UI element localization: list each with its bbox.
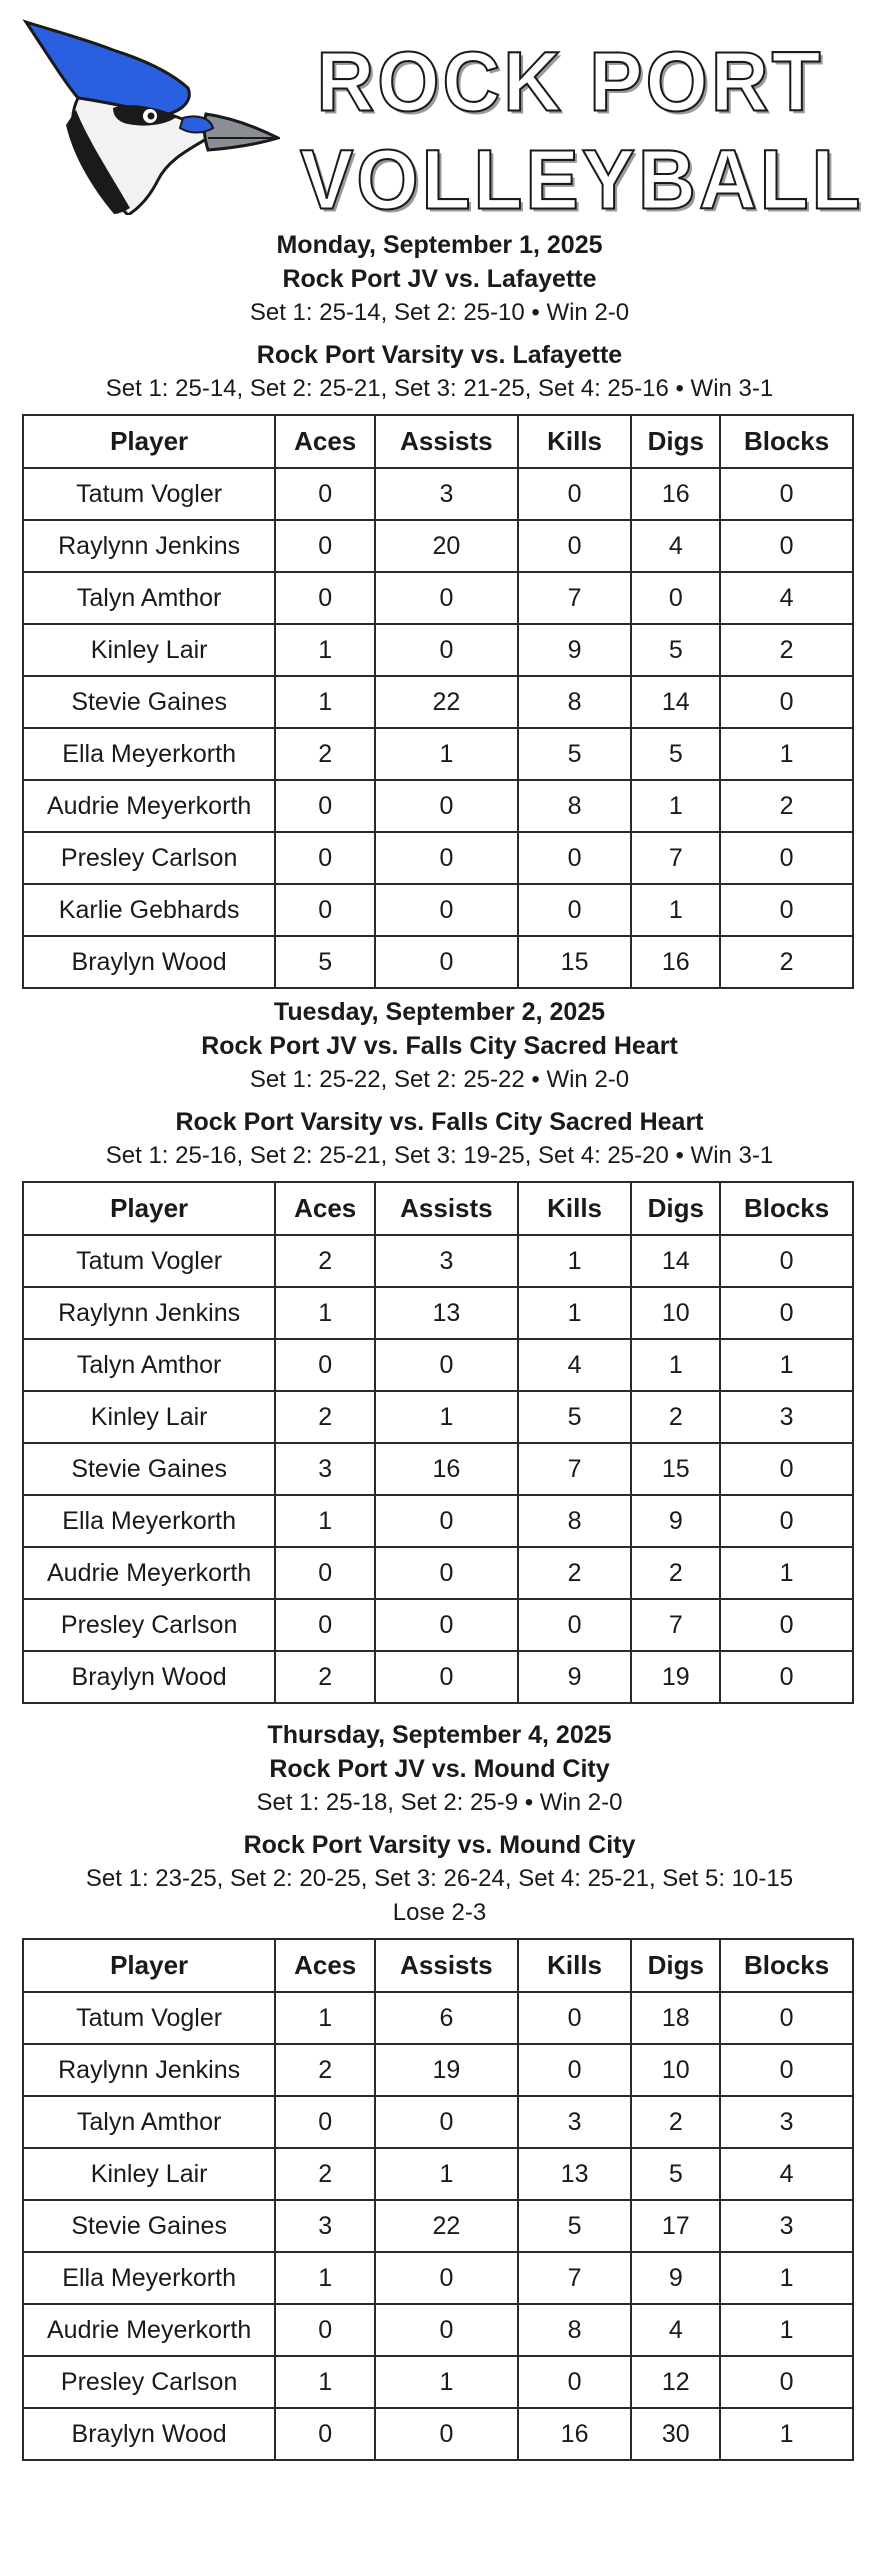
player-name-cell: Tatum Vogler [23,468,275,520]
stat-cell-blocks: 0 [720,676,853,728]
jv-matchup: Rock Port JV vs. Lafayette [282,265,597,293]
game-section [0,1718,879,2461]
table-row [23,1547,853,1599]
stat-cell-assists: 13 [375,1287,518,1339]
table-row [23,728,853,780]
player-name-cell: Kinley Lair [23,2148,275,2200]
stat-cell-aces: 2 [275,728,375,780]
stat-cell-assists: 0 [375,2408,518,2460]
stat-cell-digs: 5 [631,728,720,780]
stats-table [22,414,854,989]
player-name-cell: Talyn Amthor [23,572,275,624]
stat-cell-aces: 0 [275,468,375,520]
player-name-cell: Talyn Amthor [23,1339,275,1391]
table-header-row [23,1182,853,1235]
column-header-digs: Digs [631,415,720,468]
stat-cell-assists: 1 [375,1391,518,1443]
table-row [23,1992,853,2044]
stat-cell-blocks: 1 [720,2408,853,2460]
player-name-cell: Raylynn Jenkins [23,1287,275,1339]
stat-cell-kills: 1 [518,1235,632,1287]
stat-cell-kills: 0 [518,884,632,936]
stat-cell-aces: 1 [275,624,375,676]
player-name-cell: Stevie Gaines [23,676,275,728]
stat-cell-digs: 9 [631,2252,720,2304]
column-header-kills: Kills [518,415,632,468]
stat-cell-aces: 2 [275,1651,375,1703]
table-row [23,2096,853,2148]
stat-cell-digs: 9 [631,1495,720,1547]
stat-cell-blocks: 2 [720,624,853,676]
player-name-cell: Kinley Lair [23,624,275,676]
stat-cell-assists: 16 [375,1443,518,1495]
stat-cell-assists: 3 [375,1235,518,1287]
table-row [23,2304,853,2356]
player-name-cell: Stevie Gaines [23,1443,275,1495]
bluejay-head-icon [18,10,280,215]
player-name-cell: Ella Meyerkorth [23,728,275,780]
stat-cell-blocks: 0 [720,832,853,884]
stat-cell-digs: 10 [631,2044,720,2096]
stat-cell-aces: 2 [275,1391,375,1443]
stat-cell-blocks: 3 [720,2200,853,2252]
column-header-blocks: Blocks [720,415,853,468]
stat-cell-aces: 0 [275,520,375,572]
stat-cell-digs: 12 [631,2356,720,2408]
stat-cell-blocks: 0 [720,1443,853,1495]
stat-cell-assists: 22 [375,676,518,728]
player-name-cell: Raylynn Jenkins [23,520,275,572]
stats-table [22,1181,854,1704]
table-header-row [23,415,853,468]
table-row [23,2044,853,2096]
stat-cell-aces: 1 [275,2252,375,2304]
game-date: Thursday, September 4, 2025 [267,1721,612,1749]
table-row [23,676,853,728]
stat-cell-kills: 7 [518,572,632,624]
column-header-player: Player [23,415,275,468]
stat-cell-blocks: 3 [720,2096,853,2148]
stat-cell-assists: 19 [375,2044,518,2096]
table-row [23,780,853,832]
column-header-assists: Assists [375,415,518,468]
stat-cell-aces: 0 [275,1599,375,1651]
stat-cell-digs: 15 [631,1443,720,1495]
table-row [23,1495,853,1547]
stat-cell-kills: 5 [518,2200,632,2252]
column-header-kills: Kills [518,1182,632,1235]
varsity-set-scores: Set 1: 25-14, Set 2: 25-21, Set 3: 21-25, Set 4: 25-16 • Win 3-1 [105,375,774,402]
stat-cell-digs: 17 [631,2200,720,2252]
stat-cell-aces: 3 [275,1443,375,1495]
player-name-cell: Audrie Meyerkorth [23,2304,275,2356]
stat-cell-kills: 8 [518,780,632,832]
game-section [0,995,879,1704]
column-header-blocks: Blocks [720,1182,853,1235]
game-date: Monday, September 1, 2025 [276,231,603,259]
column-header-aces: Aces [275,415,375,468]
stat-cell-blocks: 2 [720,780,853,832]
stat-cell-aces: 0 [275,572,375,624]
varsity-matchup: Rock Port Varsity vs. Mound City [243,1831,636,1859]
stat-cell-assists: 0 [375,936,518,988]
stat-cell-digs: 4 [631,2304,720,2356]
varsity-set-scores: Set 1: 25-16, Set 2: 25-21, Set 3: 19-25, Set 4: 25-20 • Win 3-1 [105,1142,774,1169]
column-header-digs: Digs [631,1182,720,1235]
page-header [0,0,879,228]
stat-cell-assists: 0 [375,832,518,884]
column-header-assists: Assists [375,1939,518,1992]
table-row [23,2148,853,2200]
stat-cell-digs: 4 [631,520,720,572]
table-row [23,520,853,572]
stat-cell-aces: 1 [275,1287,375,1339]
stat-cell-aces: 3 [275,2200,375,2252]
stat-cell-digs: 19 [631,1651,720,1703]
stat-cell-blocks: 0 [720,1599,853,1651]
stat-cell-digs: 10 [631,1287,720,1339]
stat-cell-kills: 0 [518,468,632,520]
stat-cell-kills: 5 [518,728,632,780]
stat-cell-blocks: 3 [720,1391,853,1443]
varsity-result: Lose 2-3 [392,1899,487,1926]
stats-table [22,1938,854,2461]
stat-cell-digs: 30 [631,2408,720,2460]
player-name-cell: Braylyn Wood [23,1651,275,1703]
stat-cell-assists: 0 [375,1599,518,1651]
stat-cell-blocks: 2 [720,936,853,988]
stat-cell-blocks: 1 [720,1547,853,1599]
stat-cell-blocks: 0 [720,1287,853,1339]
stat-cell-assists: 20 [375,520,518,572]
player-name-cell: Raylynn Jenkins [23,2044,275,2096]
jv-set-scores: Set 1: 25-14, Set 2: 25-10 • Win 2-0 [249,299,630,326]
title-line-volleyball: VOLLEYBALL [300,132,864,227]
stat-cell-assists: 0 [375,884,518,936]
stat-cell-blocks: 0 [720,1235,853,1287]
stat-cell-kills: 8 [518,1495,632,1547]
player-name-cell: Braylyn Wood [23,2408,275,2460]
player-name-cell: Audrie Meyerkorth [23,780,275,832]
stat-cell-assists: 1 [375,2148,518,2200]
column-header-aces: Aces [275,1182,375,1235]
stat-cell-kills: 1 [518,1287,632,1339]
stat-cell-kills: 7 [518,2252,632,2304]
stat-cell-aces: 0 [275,2408,375,2460]
player-name-cell: Braylyn Wood [23,936,275,988]
player-name-cell: Talyn Amthor [23,2096,275,2148]
stat-cell-blocks: 1 [720,728,853,780]
table-row [23,1443,853,1495]
stat-cell-kills: 0 [518,832,632,884]
table-row [23,1651,853,1703]
stat-cell-assists: 1 [375,728,518,780]
stat-cell-aces: 1 [275,676,375,728]
stat-cell-blocks: 0 [720,884,853,936]
stat-cell-digs: 14 [631,676,720,728]
stat-cell-kills: 3 [518,2096,632,2148]
player-name-cell: Presley Carlson [23,1599,275,1651]
stat-cell-blocks: 4 [720,572,853,624]
table-header-row [23,1939,853,1992]
stat-cell-kills: 16 [518,2408,632,2460]
stat-cell-kills: 5 [518,1391,632,1443]
player-name-cell: Kinley Lair [23,1391,275,1443]
stat-cell-aces: 0 [275,832,375,884]
column-header-aces: Aces [275,1939,375,1992]
varsity-matchup: Rock Port Varsity vs. Falls City Sacred Heart [175,1108,704,1136]
stat-cell-aces: 1 [275,2356,375,2408]
stat-cell-aces: 0 [275,884,375,936]
table-row [23,1599,853,1651]
jv-set-scores: Set 1: 25-18, Set 2: 25-9 • Win 2-0 [256,1789,623,1816]
stat-cell-assists: 0 [375,1651,518,1703]
stat-cell-aces: 5 [275,936,375,988]
stat-cell-aces: 2 [275,1235,375,1287]
stat-cell-aces: 2 [275,2148,375,2200]
stat-cell-digs: 5 [631,2148,720,2200]
stat-cell-blocks: 0 [720,468,853,520]
stat-cell-kills: 8 [518,2304,632,2356]
table-row [23,2408,853,2460]
table-row [23,572,853,624]
stat-cell-digs: 1 [631,884,720,936]
stat-cell-blocks: 1 [720,2252,853,2304]
game-section [0,228,879,989]
stat-cell-blocks: 0 [720,1651,853,1703]
stat-cell-kills: 9 [518,1651,632,1703]
column-header-digs: Digs [631,1939,720,1992]
jv-matchup: Rock Port JV vs. Falls City Sacred Heart [201,1032,678,1060]
stat-cell-assists: 0 [375,572,518,624]
stat-cell-digs: 1 [631,1339,720,1391]
player-name-cell: Audrie Meyerkorth [23,1547,275,1599]
stat-cell-kills: 0 [518,2356,632,2408]
jv-matchup: Rock Port JV vs. Mound City [269,1755,610,1783]
stat-cell-digs: 0 [631,572,720,624]
stat-cell-digs: 1 [631,780,720,832]
column-header-blocks: Blocks [720,1939,853,1992]
table-row [23,884,853,936]
table-row [23,1391,853,1443]
table-row [23,468,853,520]
column-header-assists: Assists [375,1182,518,1235]
stat-cell-aces: 2 [275,2044,375,2096]
stat-cell-digs: 2 [631,2096,720,2148]
stat-cell-kills: 8 [518,676,632,728]
stat-cell-assists: 0 [375,2304,518,2356]
stat-cell-digs: 7 [631,832,720,884]
player-name-cell: Stevie Gaines [23,2200,275,2252]
stat-cell-assists: 0 [375,780,518,832]
table-row [23,1339,853,1391]
stat-cell-blocks: 1 [720,1339,853,1391]
player-name-cell: Tatum Vogler [23,1235,275,1287]
stat-cell-assists: 0 [375,2252,518,2304]
stat-cell-aces: 0 [275,1547,375,1599]
stat-cell-kills: 0 [518,1599,632,1651]
player-name-cell: Ella Meyerkorth [23,1495,275,1547]
table-row [23,1235,853,1287]
stat-cell-kills: 13 [518,2148,632,2200]
player-name-cell: Tatum Vogler [23,1992,275,2044]
stat-cell-blocks: 0 [720,520,853,572]
stat-cell-kills: 0 [518,2044,632,2096]
stat-cell-aces: 0 [275,780,375,832]
stat-cell-assists: 3 [375,468,518,520]
player-name-cell: Presley Carlson [23,2356,275,2408]
stat-cell-digs: 5 [631,624,720,676]
stat-cell-blocks: 0 [720,1495,853,1547]
jv-set-scores: Set 1: 25-22, Set 2: 25-22 • Win 2-0 [249,1066,630,1093]
stat-cell-aces: 0 [275,2304,375,2356]
stat-cell-assists: 22 [375,2200,518,2252]
varsity-matchup: Rock Port Varsity vs. Lafayette [256,341,623,369]
stat-cell-blocks: 1 [720,2304,853,2356]
title-line-rock-port: ROCK PORT [316,34,824,129]
table-row [23,624,853,676]
stat-cell-blocks: 4 [720,2148,853,2200]
stat-cell-kills: 2 [518,1547,632,1599]
stat-cell-kills: 9 [518,624,632,676]
stat-cell-aces: 1 [275,1992,375,2044]
stat-cell-kills: 4 [518,1339,632,1391]
table-row [23,2252,853,2304]
stat-cell-kills: 0 [518,520,632,572]
stat-cell-digs: 16 [631,468,720,520]
stat-cell-digs: 16 [631,936,720,988]
table-row [23,832,853,884]
table-row [23,1287,853,1339]
stat-cell-digs: 2 [631,1547,720,1599]
stat-cell-assists: 0 [375,2096,518,2148]
stat-cell-assists: 1 [375,2356,518,2408]
stat-cell-blocks: 0 [720,2044,853,2096]
stat-cell-assists: 0 [375,1495,518,1547]
player-name-cell: Ella Meyerkorth [23,2252,275,2304]
table-row [23,936,853,988]
table-row [23,2356,853,2408]
stat-cell-digs: 7 [631,1599,720,1651]
stat-cell-digs: 18 [631,1992,720,2044]
stat-cell-assists: 0 [375,1547,518,1599]
stat-cell-kills: 0 [518,1992,632,2044]
table-row [23,2200,853,2252]
stat-cell-assists: 0 [375,1339,518,1391]
column-header-player: Player [23,1182,275,1235]
stat-cell-kills: 7 [518,1443,632,1495]
column-header-player: Player [23,1939,275,1992]
player-name-cell: Karlie Gebhards [23,884,275,936]
game-date: Tuesday, September 2, 2025 [273,998,606,1026]
stat-cell-digs: 2 [631,1391,720,1443]
stat-cell-aces: 0 [275,1339,375,1391]
stat-cell-digs: 14 [631,1235,720,1287]
stat-cell-assists: 0 [375,624,518,676]
stat-cell-aces: 1 [275,1495,375,1547]
stat-cell-kills: 15 [518,936,632,988]
stat-cell-aces: 0 [275,2096,375,2148]
stat-cell-blocks: 0 [720,1992,853,2044]
varsity-set-scores: Set 1: 23-25, Set 2: 20-25, Set 3: 26-24, Set 4: 25-21, Set 5: 10-15 [85,1865,794,1892]
column-header-kills: Kills [518,1939,632,1992]
stat-cell-assists: 6 [375,1992,518,2044]
player-name-cell: Presley Carlson [23,832,275,884]
stat-cell-blocks: 0 [720,2356,853,2408]
